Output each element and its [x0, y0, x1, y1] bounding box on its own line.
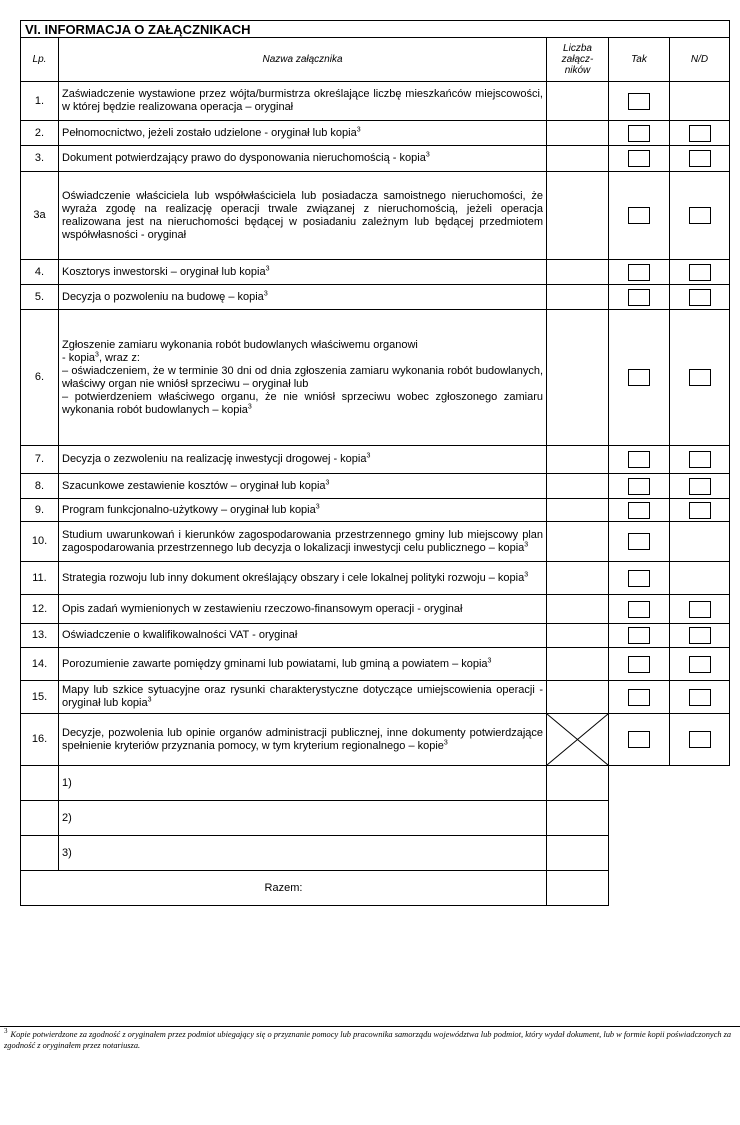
- yes-checkbox[interactable]: [628, 731, 650, 748]
- attachment-name: [59, 310, 547, 446]
- not-applicable-cell: [670, 714, 730, 766]
- attachment-name-text: Decyzja o zezwoleniu na realizację inwestycji drogowej - kopia: [62, 453, 367, 465]
- not-applicable-checkbox[interactable]: [689, 689, 711, 706]
- attachment-count-input[interactable]: [547, 474, 609, 499]
- not-applicable-checkbox[interactable]: [689, 502, 711, 519]
- yes-checkbox[interactable]: [628, 207, 650, 224]
- yes-checkbox[interactable]: [628, 502, 650, 519]
- yes-checkbox[interactable]: [628, 93, 650, 110]
- yes-checkbox[interactable]: [628, 264, 650, 281]
- cross-mark: [547, 714, 608, 765]
- empty-cell: [670, 836, 730, 871]
- yes-cell: [609, 260, 670, 285]
- header-not-applicable: N/D: [670, 38, 730, 82]
- not-applicable-checkbox[interactable]: [689, 656, 711, 673]
- not-applicable-checkbox[interactable]: [689, 627, 711, 644]
- not-applicable-checkbox[interactable]: [689, 478, 711, 495]
- attachment-count-input[interactable]: [547, 285, 609, 310]
- row-number: 12.: [21, 595, 59, 624]
- attachment-row: [21, 681, 730, 714]
- attachment-name-text: Zaświadczenie wystawione przez wójta/burmistrza określające liczbę mieszkańców miejscowości, w której będzie realizowana operacja – oryginał: [62, 88, 543, 113]
- footnote-ref: 3: [524, 570, 529, 578]
- not-applicable-cell: [670, 562, 730, 595]
- attachment-count-input[interactable]: [547, 260, 609, 285]
- extra-attachment-row: [21, 766, 730, 801]
- yes-cell: [609, 474, 670, 499]
- row-number: 5.: [21, 285, 59, 310]
- attachment-name-text: Kosztorys inwestorski – oryginał lub kopia: [62, 265, 266, 278]
- attachment-name: [59, 82, 547, 121]
- row6-line2-b: , wraz z:: [98, 351, 140, 364]
- yes-cell: [609, 648, 670, 681]
- footnote-ref: 3: [366, 452, 371, 460]
- not-applicable-checkbox[interactable]: [689, 601, 711, 618]
- attachment-name-text: Oświadczenie o kwalifikowalności VAT - oryginał: [62, 629, 298, 641]
- attachment-row: [21, 474, 730, 499]
- attachment-row: [21, 562, 730, 595]
- row-number: 4.: [21, 260, 59, 285]
- row-number: 11.: [21, 562, 59, 595]
- attachments-form: [20, 20, 729, 906]
- not-applicable-cell: [670, 172, 730, 260]
- footnote-ref: 3: [265, 264, 270, 272]
- footnote-ref: 3: [487, 656, 492, 664]
- footnote-ref: 3: [325, 478, 330, 486]
- yes-checkbox[interactable]: [628, 570, 650, 587]
- row6-line4-text: – potwierdzeniem właściwego organu, że nie wniósł sprzeciwu wobec zgłoszonego zamiaru wykonania robót budowlanych – kopia: [62, 390, 543, 416]
- attachment-count-input[interactable]: [547, 648, 609, 681]
- attachment-name: [59, 146, 547, 172]
- attachment-row: [21, 172, 730, 260]
- attachment-count-input[interactable]: [547, 624, 609, 648]
- attachment-count-input[interactable]: [547, 82, 609, 121]
- not-applicable-cell: [670, 499, 730, 522]
- attachment-row: [21, 499, 730, 522]
- extra-attachment-count[interactable]: [547, 836, 609, 871]
- attachment-name-text: Strategia rozwoju lub inny dokument określający obszary i cele lokalnej polityki rozwoju – kopia: [62, 571, 525, 584]
- footnote-ref: 3: [524, 540, 529, 548]
- footnote-ref: 3: [147, 696, 152, 704]
- yes-cell: [609, 121, 670, 146]
- extra-attachment-name[interactable]: 3): [59, 836, 547, 871]
- row-number: 1.: [21, 82, 59, 121]
- not-applicable-cell: [670, 474, 730, 499]
- footnote-text: Kopie potwierdzone za zgodność z oryginałem przez podmiot ubiegający się o przyznanie pomocy lub pracownika samorządu województwa lub podmiot, który wydał dokument, lub w formie kopii poświadczonych za zgodność z oryginałem przez notariusza.: [4, 1030, 732, 1050]
- attachment-name: [59, 648, 547, 681]
- footnote-ref: 3: [315, 502, 320, 510]
- attachment-count-input[interactable]: [547, 681, 609, 714]
- not-applicable-checkbox[interactable]: [689, 150, 711, 167]
- footnote-ref: 3: [247, 402, 252, 410]
- yes-checkbox[interactable]: [628, 689, 650, 706]
- row6-line4: [62, 391, 543, 417]
- attachment-count-input[interactable]: [547, 172, 609, 260]
- footnote: [4, 1029, 732, 1051]
- attachment-count-input[interactable]: [547, 499, 609, 522]
- empty-cell: [609, 871, 670, 906]
- yes-checkbox[interactable]: [628, 533, 650, 550]
- total-label: Razem:: [21, 871, 547, 906]
- not-applicable-cell: [670, 648, 730, 681]
- footnote-mark: 3: [4, 1027, 8, 1036]
- row6-line2-a: - kopia: [62, 351, 96, 364]
- yes-checkbox[interactable]: [628, 369, 650, 386]
- attachment-name: [59, 562, 547, 595]
- row-number: 3a: [21, 172, 59, 260]
- attachment-name: [59, 446, 547, 474]
- yes-checkbox[interactable]: [628, 289, 650, 306]
- yes-checkbox[interactable]: [628, 627, 650, 644]
- footnote-ref: 3: [443, 738, 448, 746]
- attachment-name: [59, 714, 547, 766]
- attachment-row: [21, 285, 730, 310]
- not-applicable-checkbox[interactable]: [689, 125, 711, 142]
- empty-cell: [670, 801, 730, 836]
- not-applicable-cell: [670, 82, 730, 121]
- row-number: 3.: [21, 146, 59, 172]
- row-number: 2.: [21, 121, 59, 146]
- not-applicable-cell: [670, 624, 730, 648]
- row-number: 14.: [21, 648, 59, 681]
- total-count[interactable]: [547, 871, 609, 906]
- attachments-table: [20, 20, 730, 906]
- attachment-name-text: Szacunkowe zestawienie kosztów – oryginał lub kopia: [62, 479, 326, 492]
- yes-cell: [609, 82, 670, 121]
- footnote-divider: [0, 1026, 740, 1027]
- extra-attachment-name[interactable]: 2): [59, 801, 547, 836]
- attachment-count-input[interactable]: [547, 446, 609, 474]
- extra-attachment-row: [21, 801, 730, 836]
- yes-cell: [609, 681, 670, 714]
- row6-line1: Zgłoszenie zamiaru wykonania robót budowlanych właściwemu organowi: [62, 338, 418, 351]
- attachment-name-text: Opis zadań wymienionych w zestawieniu rzeczowo-finansowym operacji - oryginał: [62, 602, 463, 615]
- not-applicable-cell: [670, 146, 730, 172]
- footnote-ref: 3: [425, 151, 430, 159]
- not-applicable-checkbox[interactable]: [689, 369, 711, 386]
- total-row: [21, 871, 730, 906]
- not-applicable-cell: [670, 285, 730, 310]
- attachment-row: [21, 146, 730, 172]
- empty-cell: [670, 871, 730, 906]
- attachment-name: [59, 499, 547, 522]
- header-yes: Tak: [609, 38, 670, 82]
- yes-checkbox[interactable]: [628, 478, 650, 495]
- attachment-name: [59, 474, 547, 499]
- yes-cell: [609, 172, 670, 260]
- empty-cell: [670, 766, 730, 801]
- attachment-count-input[interactable]: [547, 562, 609, 595]
- attachment-name-text: Pełnomocnictwo, jeżeli zostało udzielone - oryginał lub kopia: [62, 126, 357, 139]
- attachment-row: [21, 121, 730, 146]
- yes-checkbox[interactable]: [628, 656, 650, 673]
- footnote-ref: 3: [263, 289, 268, 297]
- yes-cell: [609, 522, 670, 562]
- attachment-name-text: Program funkcjonalno-użytkowy – oryginał lub kopia: [62, 503, 316, 516]
- empty-cell: [609, 766, 670, 801]
- not-applicable-cell: [670, 310, 730, 446]
- yes-cell: [609, 310, 670, 446]
- attachment-count-crossed: [547, 714, 609, 766]
- footnote-ref: 3: [95, 350, 99, 358]
- attachment-name: [59, 595, 547, 624]
- footnote-ref: 3: [356, 125, 361, 133]
- row-number: 7.: [21, 446, 59, 474]
- row6-line3: – oświadczeniem, że w terminie 30 dni od dnia zgłoszenia zamiaru wykonania robót budowlanych, właściwy organ nie wniósł sprzeciwu – oryginał lub: [62, 364, 543, 390]
- row-number: 8.: [21, 474, 59, 499]
- header-lp: Lp.: [21, 38, 59, 82]
- attachment-name: [59, 260, 547, 285]
- attachment-row: [21, 522, 730, 562]
- attachment-name: [59, 522, 547, 562]
- extra-attachment-row: [21, 836, 730, 871]
- row6-line2: [62, 352, 543, 365]
- attachment-name-text: Decyzja o pozwoleniu na budowę – kopia: [62, 290, 264, 303]
- extra-attachment-count[interactable]: [547, 801, 609, 836]
- attachment-count-input[interactable]: [547, 121, 609, 146]
- attachment-name-text: Mapy lub szkice sytuacyjne oraz rysunki charakterystyczne dotyczące umiejscowienia operacji - oryginał lub kopia: [62, 684, 543, 709]
- header-attachment-name: Nazwa załącznika: [59, 38, 547, 82]
- attachment-row: [21, 595, 730, 624]
- attachment-name-text: Porozumienie zawarte pomiędzy gminami lub powiatami, lub gminą a powiatem – kopia: [62, 657, 488, 670]
- attachment-name: [59, 172, 547, 260]
- attachment-row: [21, 446, 730, 474]
- yes-cell: [609, 146, 670, 172]
- row-number: 13.: [21, 624, 59, 648]
- yes-checkbox[interactable]: [628, 601, 650, 618]
- not-applicable-cell: [670, 522, 730, 562]
- row-number: 9.: [21, 499, 59, 522]
- yes-cell: [609, 285, 670, 310]
- not-applicable-cell: [670, 681, 730, 714]
- row-number: 16.: [21, 714, 59, 766]
- yes-cell: [609, 624, 670, 648]
- attachment-name-text: Studium uwarunkowań i kierunków zagospodarowania przestrzennego gminy lub miejscowy plan zagospodarowania przestrzennego lub decyzja o lokalizacji inwestycji celu publicznego – kopia: [62, 528, 543, 554]
- header-attachment-count: Liczba załącz-ników: [547, 38, 609, 82]
- attachment-name-text: Decyzje, pozwolenia lub opinie organów administracji publicznej, inne dokumenty potwierdzające spełnienie kryteriów przyznania pomocy, w tym kryterium regionalnego – kopie: [62, 726, 543, 752]
- attachment-row: [21, 260, 730, 285]
- not-applicable-cell: [670, 121, 730, 146]
- yes-cell: [609, 714, 670, 766]
- attachment-row: [21, 310, 730, 446]
- attachment-count-input[interactable]: [547, 595, 609, 624]
- extra-attachment-name[interactable]: 1): [59, 766, 547, 801]
- extra-attachment-count[interactable]: [547, 766, 609, 801]
- yes-checkbox[interactable]: [628, 125, 650, 142]
- yes-cell: [609, 562, 670, 595]
- extra-row-number: [21, 836, 59, 871]
- yes-cell: [609, 446, 670, 474]
- attachment-row: [21, 714, 730, 766]
- attachment-count-input[interactable]: [547, 146, 609, 172]
- row-number: 10.: [21, 522, 59, 562]
- extra-row-number: [21, 801, 59, 836]
- yes-checkbox[interactable]: [628, 451, 650, 468]
- empty-cell: [609, 801, 670, 836]
- attachment-name: [59, 285, 547, 310]
- yes-checkbox[interactable]: [628, 150, 650, 167]
- attachment-row: [21, 648, 730, 681]
- attachment-count-input[interactable]: [547, 522, 609, 562]
- not-applicable-checkbox[interactable]: [689, 731, 711, 748]
- attachment-row: [21, 82, 730, 121]
- yes-cell: [609, 595, 670, 624]
- yes-cell: [609, 499, 670, 522]
- row-number: 15.: [21, 681, 59, 714]
- empty-cell: [609, 836, 670, 871]
- not-applicable-checkbox[interactable]: [689, 289, 711, 306]
- section-title: VI. INFORMACJA O ZAŁĄCZNIKACH: [21, 21, 730, 38]
- attachment-name: [59, 624, 547, 648]
- not-applicable-checkbox[interactable]: [689, 264, 711, 281]
- attachment-row: [21, 624, 730, 648]
- attachment-count-input[interactable]: [547, 310, 609, 446]
- not-applicable-cell: [670, 260, 730, 285]
- not-applicable-checkbox[interactable]: [689, 451, 711, 468]
- attachment-name-text: Dokument potwierdzający prawo do dysponowania nieruchomością - kopia: [62, 152, 426, 164]
- not-applicable-cell: [670, 595, 730, 624]
- row-number: 6.: [21, 310, 59, 446]
- attachment-name: [59, 681, 547, 714]
- attachment-name-text: Oświadczenie właściciela lub współwłaściciela lub posiadacza samoistnego nieruchomości, że wyraża zgodę na realizację operacji trwale związanej z nieruchomością, jeżeli operacja realizowana jest na nieruchomości będącej w posiadaniu zależnym lub będącej przedmiotem współwłasności - oryginał: [62, 189, 543, 241]
- attachment-name: [59, 121, 547, 146]
- not-applicable-cell: [670, 446, 730, 474]
- extra-row-number: [21, 766, 59, 801]
- not-applicable-checkbox[interactable]: [689, 207, 711, 224]
